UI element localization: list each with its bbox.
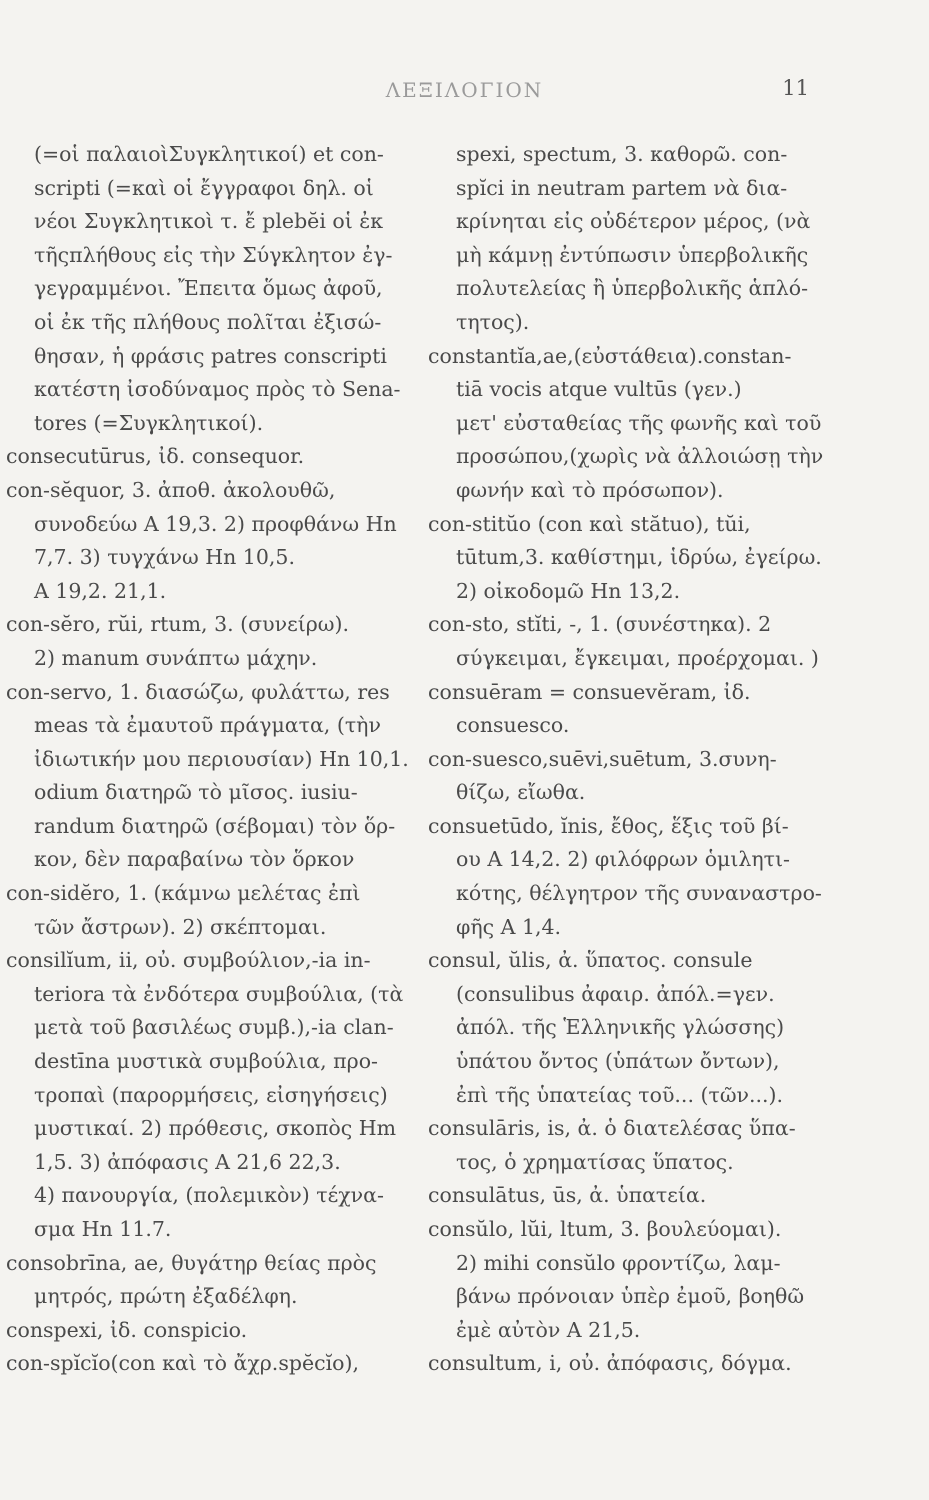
entry-continuation-line: τος, ὁ χρηματίσας ὕπατος. [456,1149,734,1174]
entry-continuation-line: μητρός, πρώτη ἐξαδέλφη. [34,1284,298,1309]
entry-continuation-line: randum διατηρῶ (σέβομαι) τὸν ὅρ- [34,813,396,838]
entry-continuation-line: tiā vocis atque vultūs (γεν.) [456,377,742,402]
entry-continuation-line: destīna μυστικὰ συμβούλια, προ- [34,1049,378,1074]
entry-headword-line: consultum, i, οὐ. ἀπόφασις, δόγμα. [428,1351,792,1376]
entry-continuation-line: teriora τὰ ἐνδότερα συμβούλια, (τὰ [34,981,404,1006]
entry-continuation-line: ἐμὲ αὐτὸν Α 21,5. [456,1317,641,1342]
entry-headword-line: consulātus, ūs, ἀ. ὑπατεία. [428,1183,707,1208]
entry-continuation-line: 2) mihi consŭlo φροντίζω, λαμ- [456,1250,781,1275]
entry-headword-line: consŭlo, lŭi, ltum, 3. βουλεύομαι). [428,1217,782,1241]
entry-headword-line: consuēram = consuevĕram, ἰδ. [428,679,751,704]
entry-continuation-line: οἱ ἐκ τῆς πλήθους πολῖται ἐξισώ- [34,309,382,334]
page-number: 11 [782,76,809,100]
entry-continuation-line: κότης, θέλγητρον τῆς συναναστρο- [456,881,822,906]
entry-continuation-line: μετ' εὐσταθείας τῆς φωνῆς καὶ τοῦ [456,410,822,435]
left-column [6,138,418,1381]
entry-continuation-line: spĭci in neutram partem νὰ δια- [456,175,788,200]
entry-continuation-line: φῆς Α 1,4. [456,914,562,939]
entry-continuation-line: νέοι Συγκλητικοὶ τ. ἔ plebĕi οἱ ἐκ [34,209,384,234]
entry-continuation-line: τῶν ἄστρων). 2) σκέπτομαι. [34,914,327,939]
entry-continuation-line: γεγραμμένοι. Ἔπειτα ὅμως ἀφοῦ, [34,276,383,301]
entry-continuation-line: φωνήν καὶ τὸ πρόσωπον). [456,477,724,502]
entry-continuation-line: 7,7. 3) τυγχάνω Ηn 10,5. [34,545,295,570]
entry-continuation-line: τροπαὶ (παρορμήσεις, εἰσηγήσεις) [34,1082,388,1107]
entry-continuation-line: ου Α 14,2. 2) φιλόφρων ὁμιλητι- [456,847,790,872]
entry-headword-line: con-sto, stĭti, -, 1. (συνέστηκα). 2 [428,612,772,637]
entry-continuation-line: 4) πανουργία, (πολεμικὸν) τέχνα- [34,1183,384,1208]
entry-headword-line: consecutūrus, ἰδ. consequor. [6,444,305,469]
entry-continuation-line: τῆςπλήθους εἰς τὴν Σύγκλητον ἐγ- [34,242,393,267]
entry-headword-line: con-suesco,suēvi,suētum, 3.συνη- [428,746,777,771]
entry-headword-line: consul, ŭlis, ἀ. ὕπατος. consule [428,948,753,973]
entry-continuation-line: tores (=Συγκλητικοί). [34,410,264,435]
entry-headword-line: constantĭa,ae,(εὐστάθεια).constan- [428,343,792,368]
entry-continuation-line: βάνω πρόνοιαν ὑπὲρ ἐμοῦ, βοηθῶ [456,1284,805,1309]
entry-headword-line: consobrīna, ae, θυγάτηρ θείας πρὸς [6,1250,377,1275]
entry-continuation-line: meas τὰ ἐμαυτοῦ πράγματα, (τὴν [34,713,381,738]
entry-headword-line: con-sĕro, rŭi, rtum, 3. (συνείρω). [6,612,350,637]
entry-continuation-line: μυστικαί. 2) πρόθεσις, σκοπὸς Ηm [34,1116,397,1141]
entry-continuation-line: tūtum,3. καθίστημι, ἱδρύω, ἐγείρω. [456,545,822,570]
entry-continuation-line: σύγκειμαι, ἔγκειμαι, προέρχομαι. ) [456,645,819,670]
entry-continuation-line: (=οἱ παλαιοὶΣυγκλητικοί) et con- [34,142,384,166]
entry-continuation-line: ἀπόλ. τῆς Ἑλληνικῆς γλώσσης) [456,1015,785,1040]
entry-continuation-line: scripti (=καὶ οἱ ἔγγραφοι δηλ. οἱ [34,175,374,200]
entry-continuation-line: προσώπου,(χωρὶς νὰ ἀλλοιώσῃ τὴν [456,444,824,469]
right-column [428,138,836,1381]
entry-headword-line: consilĭum, ii, οὐ. συμβούλιον,-ia in- [6,948,371,973]
entry-continuation-line: 1,5. 3) ἀπόφασις Α 21,6 22,3. [34,1149,341,1174]
running-header: ΛΕΞΙΛΟΓΙΟΝ [385,78,544,102]
entry-continuation-line: τητος). [456,309,530,334]
entry-continuation-line: μετὰ τοῦ βασιλέως συμβ.),-ia clan- [34,1015,394,1040]
entry-headword-line: con-stitŭo (con καὶ stătuo), tŭi, [428,511,751,536]
entry-continuation-line: κρίνηται εἰς οὐδέτερον μέρος, (νὰ [456,209,811,234]
entry-continuation-line: μὴ κάμνῃ ἐντύπωσιν ὑπερβολικῆς [456,242,809,267]
entry-continuation-line: odium διατηρῶ τὸ μῖσος. iusiu- [34,780,358,805]
entry-headword-line: conspexi, ἰδ. conspicio. [6,1317,248,1342]
entry-continuation-line: spexi, spectum, 3. καθορῶ. con- [456,142,788,166]
entry-continuation-line: ἐπὶ τῆς ὑπατείας τοῦ... (τῶν...). [456,1082,784,1107]
entry-continuation-line: consuesco. [456,713,570,738]
entry-continuation-line: πολυτελείας ἢ ὑπερβολικῆς ἁπλό- [456,276,809,301]
entry-continuation-line: 2) manum συνάπτω μάχην. [34,645,318,670]
entry-continuation-line: θησαν, ἡ φράσις patres conscripti [34,343,387,368]
entry-headword-line: con-sidĕro, 1. (κάμνω μελέτας ἐπὶ [6,881,361,906]
entry-continuation-line: ὑπάτου ὄντος (ὑπάτων ὄντων), [456,1049,780,1074]
entry-headword-line: con-spĭcĭo(con καὶ τὸ ἄχρ.spĕcĭo), [6,1351,359,1376]
entry-continuation-line: Α 19,2. 21,1. [34,578,167,603]
entry-continuation-line: 2) οἰκοδομῶ Ηn 13,2. [456,578,681,603]
entry-continuation-line: ἰδιωτικήν μου περιουσίαν) Ηn 10,1. [34,746,409,771]
entry-headword-line: con-sĕquor, 3. ἀποθ. ἀκολουθῶ, [6,477,336,502]
entry-headword-line: con-servo, 1. διασώζω, φυλάττω, res [6,679,390,704]
entry-continuation-line: συνοδεύω Α 19,3. 2) προφθάνω Ηn [34,511,397,536]
entry-headword-line: consuetūdo, ĭnis, ἔθος, ἕξις τοῦ βί- [428,813,789,838]
entry-continuation-line: θίζω, εἴωθα. [456,780,586,805]
entry-headword-line: consulāris, is, ἀ. ὁ διατελέσας ὕπα- [428,1116,796,1141]
entry-continuation-line: κατέστη ἰσοδύναμος πρὸς τὸ Sena- [34,377,401,402]
entry-continuation-line: κον, δὲν παραβαίνω τὸν ὅρκον [34,847,355,872]
entry-continuation-line: (consulibus ἀφαιρ. ἀπόλ.=γεν. [456,981,775,1006]
entry-continuation-line: σμα Ηn 11.7. [34,1217,172,1241]
